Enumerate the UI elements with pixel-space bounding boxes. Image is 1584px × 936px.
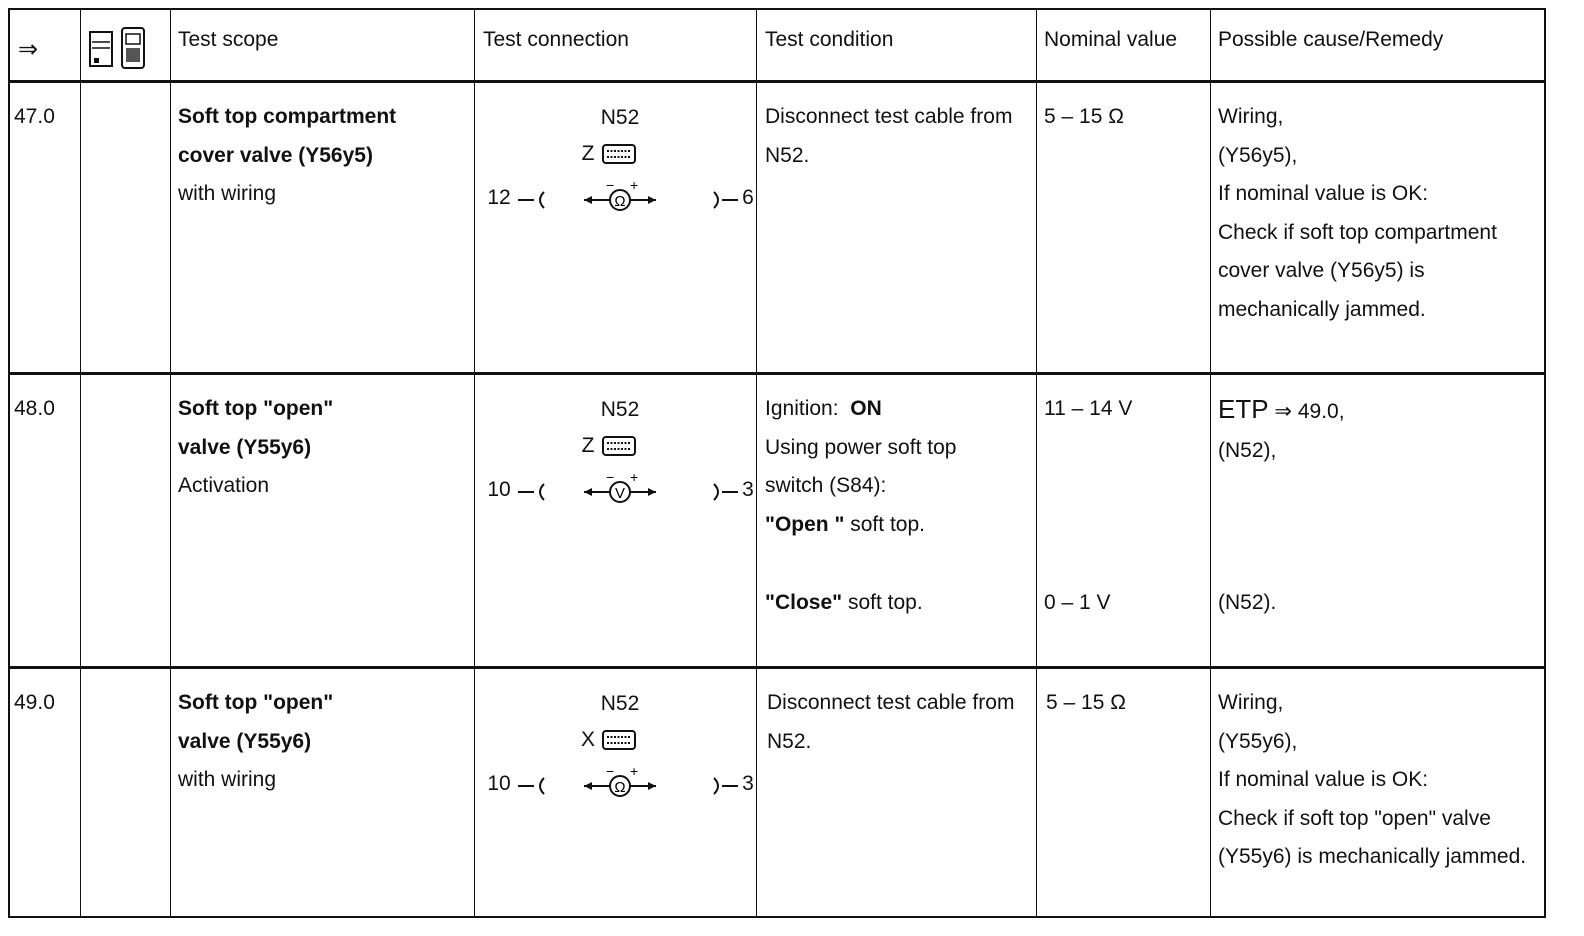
pin-right: 3 xyxy=(742,772,754,795)
svg-text:+: + xyxy=(630,763,639,779)
nominal-value: 5 – 15 Ω xyxy=(1044,105,1124,128)
test-table xyxy=(8,8,1546,918)
nominal-value-2: 0 – 1 V xyxy=(1044,591,1111,614)
meter-symbol: Ω xyxy=(614,193,626,210)
pin-right: 6 xyxy=(742,186,754,209)
test-scope: Soft top "open" valve (Y55y6) with wiring xyxy=(178,691,334,791)
step-number: 48.0 xyxy=(14,397,55,420)
possible-cause: Wiring, (Y56y5), If nominal value is OK: Check if soft top compartment cover valve (Y56y5) is mechanically jammed. xyxy=(1218,105,1497,321)
probe-left-icon xyxy=(518,188,548,212)
header-possible-cause: Possible cause/Remedy xyxy=(1218,28,1444,51)
meter-symbol: V xyxy=(614,485,626,502)
tester-icons xyxy=(88,24,158,88)
test-scope: Soft top compartment cover valve (Y56y5) with wiring xyxy=(178,105,397,205)
test-condition: Disconnect test cable from N52. xyxy=(767,691,1015,753)
probe-right-icon xyxy=(712,188,740,212)
module-label: N52 xyxy=(600,398,640,421)
header-test-scope: Test scope xyxy=(178,28,279,51)
header-divider xyxy=(10,80,1544,83)
col-divider xyxy=(474,10,475,916)
step-number: 49.0 xyxy=(14,691,55,714)
svg-text:−: − xyxy=(606,177,615,193)
module-label: N52 xyxy=(600,106,640,129)
probe-left-icon xyxy=(518,480,548,504)
socket-label: Z xyxy=(581,434,595,457)
socket-label: Z xyxy=(581,142,595,165)
col-divider xyxy=(1036,10,1037,916)
header-test-condition: Test condition xyxy=(765,28,894,51)
col-divider xyxy=(170,10,171,916)
svg-text:+: + xyxy=(630,469,639,485)
row-divider xyxy=(10,666,1544,669)
probe-left-icon xyxy=(518,774,548,798)
svg-text:+: + xyxy=(630,177,639,193)
header-test-connection: Test connection xyxy=(483,28,629,51)
possible-cause: ETP ⇒ 49.0, (N52), xyxy=(1218,394,1345,462)
meter-symbol: Ω xyxy=(614,779,626,796)
nominal-value: 11 – 14 V xyxy=(1044,397,1133,420)
ohmmeter-icon xyxy=(584,176,656,220)
pin-left: 10 xyxy=(487,772,511,795)
nominal-value: 5 – 15 Ω xyxy=(1046,691,1126,714)
row-divider xyxy=(10,372,1544,375)
header-nominal-value: Nominal value xyxy=(1044,28,1178,51)
pin-left: 10 xyxy=(487,478,511,501)
ohmmeter-icon xyxy=(584,762,656,806)
col-divider xyxy=(1210,10,1211,916)
test-condition: Disconnect test cable from N52. xyxy=(765,105,1013,167)
arrow-header-icon: ⇒ xyxy=(18,36,39,63)
pin-left: 12 xyxy=(487,186,511,209)
voltmeter-icon xyxy=(584,468,656,512)
connector-icon xyxy=(602,434,638,460)
test-scope: Soft top "open" valve (Y55y6) Activation xyxy=(178,397,334,497)
svg-text:−: − xyxy=(606,763,615,779)
module-label: N52 xyxy=(600,692,640,715)
tester-device-icon xyxy=(88,24,158,74)
svg-text:−: − xyxy=(606,469,615,485)
test-condition: Ignition: ON Using power soft top switch (S84): "Open " soft top. "Close" soft top. xyxy=(765,397,957,614)
possible-cause-2: (N52). xyxy=(1218,591,1277,614)
col-divider xyxy=(80,10,81,916)
connector-icon xyxy=(602,142,638,168)
probe-right-icon xyxy=(712,774,740,798)
possible-cause: Wiring, (Y55y6), If nominal value is OK: Check if soft top "open" valve (Y55y6) is mechanically jammed. xyxy=(1218,691,1527,868)
col-divider xyxy=(756,10,757,916)
connector-icon xyxy=(602,728,638,754)
step-number: 47.0 xyxy=(14,105,55,128)
socket-label: X xyxy=(580,728,595,751)
pin-right: 3 xyxy=(742,478,754,501)
probe-right-icon xyxy=(712,480,740,504)
